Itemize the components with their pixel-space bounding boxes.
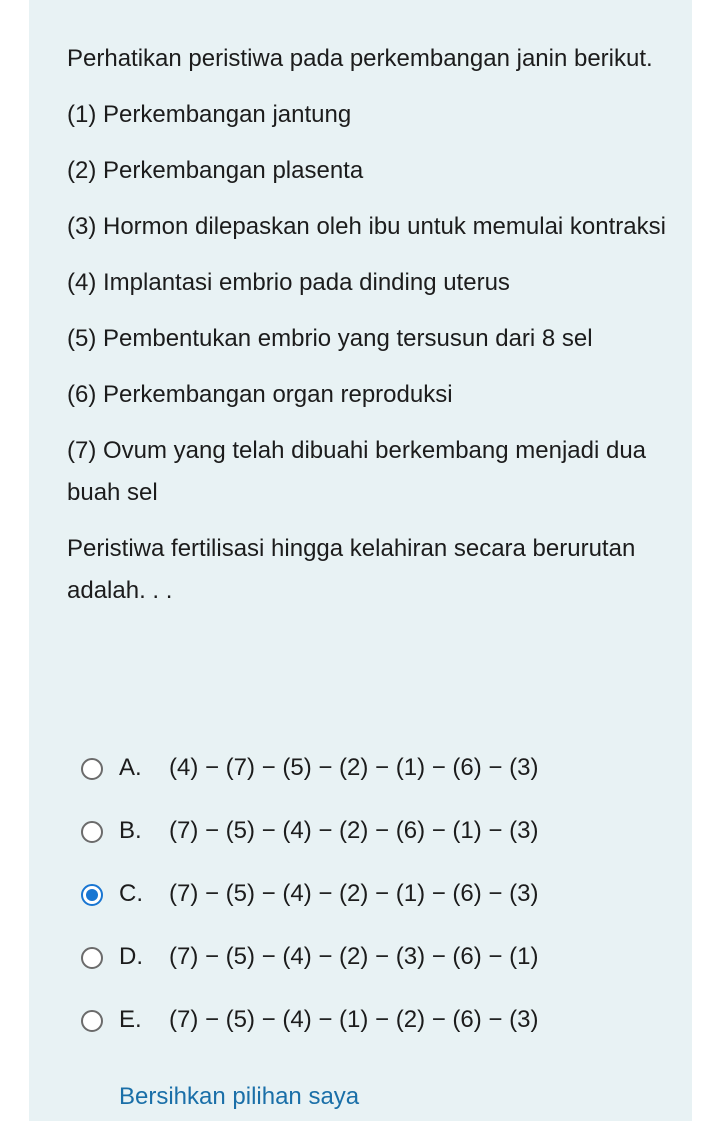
question-item-7: (7) Ovum yang telah dibuahi berkembang menjadi dua buah sel <box>67 437 647 506</box>
option-c-text: (7) − (5) − (4) − (2) − (1) − (6) − (3) <box>169 880 539 907</box>
option-d-letter: D. <box>119 943 143 970</box>
option-c[interactable] <box>81 876 661 939</box>
option-b-letter: B. <box>119 817 142 844</box>
radio-e[interactable] <box>81 1010 103 1032</box>
option-d[interactable] <box>81 939 661 1002</box>
radio-b[interactable] <box>81 821 103 843</box>
question-item-6: (6) Perkembangan organ reproduksi <box>67 381 453 408</box>
option-c-letter: C. <box>119 880 143 907</box>
question-item-2: (2) Perkembangan plasenta <box>67 157 364 184</box>
option-b-text: (7) − (5) − (4) − (2) − (6) − (1) − (3) <box>169 817 539 844</box>
answer-options <box>81 750 661 1065</box>
question-card <box>29 0 692 1121</box>
question-item-4: (4) Implantasi embrio pada dinding uterus <box>67 269 510 296</box>
question-item-3: (3) Hormon dilepaskan oleh ibu untuk memulai kontraksi <box>67 213 666 240</box>
question-item-1: (1) Perkembangan jantung <box>67 101 352 128</box>
radio-a[interactable] <box>81 758 103 780</box>
question-item-5: (5) Pembentukan embrio yang tersusun dari 8 sel <box>67 325 593 352</box>
option-a-letter: A. <box>119 754 142 781</box>
radio-d[interactable] <box>81 947 103 969</box>
option-a-text: (4) − (7) − (5) − (2) − (1) − (6) − (3) <box>169 754 539 781</box>
option-e-letter: E. <box>119 1006 142 1033</box>
question-text <box>67 38 667 626</box>
option-e[interactable] <box>81 1002 661 1065</box>
option-d-text: (7) − (5) − (4) − (2) − (3) − (6) − (1) <box>169 943 539 970</box>
radio-c[interactable] <box>81 884 103 906</box>
option-b[interactable] <box>81 813 661 876</box>
option-a[interactable] <box>81 750 661 813</box>
option-e-text: (7) − (5) − (4) − (1) − (2) − (6) − (3) <box>169 1006 539 1033</box>
question-prompt: Peristiwa fertilisasi hingga kelahiran secara berurutan adalah. . . <box>67 535 636 604</box>
question-intro: Perhatikan peristiwa pada perkembangan janin berikut. <box>67 45 653 72</box>
clear-selection-link[interactable]: Bersihkan pilihan saya <box>119 1083 360 1110</box>
